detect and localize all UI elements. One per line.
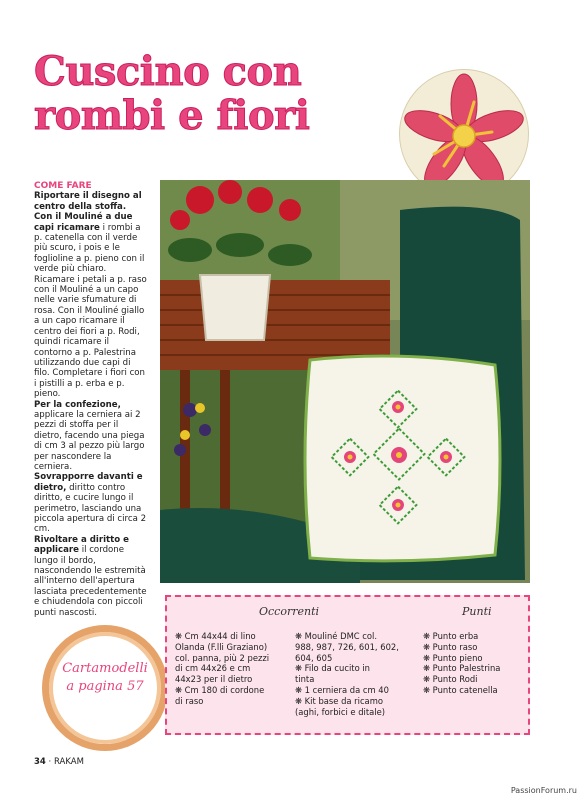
cushion-photo xyxy=(160,180,530,583)
title-line-1: Cuscino con xyxy=(34,48,302,95)
instructions-heading: COME FARE xyxy=(34,181,92,191)
instructions-text xyxy=(34,181,148,618)
materials-column-2: ❋ Mouliné DMC col. 988, 987, 726, 601, 602, 604, 605 ❋ Filo da cucito in tinta ❋ 1 cerniera da cm 40 ❋ Kit base da ricamo (aghi, forbici e ditale) xyxy=(295,631,399,717)
instructions-paragraph: Rivoltare a diritto e applicare il cordone lungo il bordo, nascondendo le estremità all'interno dell'apertura lasciata precedentemente e chiudendola con piccoli punti nascosti. xyxy=(34,534,147,618)
watermark: PassionForum.ru xyxy=(510,786,577,795)
instructions-paragraph: Con il Mouliné a due capi ricamare i rombi a p. catenella con il verde più scuro, i pois e le foglioline a p. pieno con il verde più chiaro. Ricamare i petali a p. raso con il Mouliné a un capo nelle varie sfumature di rosa. Con il Mouliné giallo a un capo ricamare il centro dei fiori a p. Rodi, quindi ricamare il contorno a p. Palestrina utilizzando due capi di filo. Completare i fiori con i pistilli a p. erba e p. pieno. xyxy=(34,212,147,400)
badge-line-1: Cartamodelli xyxy=(62,661,148,676)
page-footer: 34 · RAKAM xyxy=(34,757,84,767)
instructions-paragraph: Per la confezione, applicare la cerniera ai 2 pezzi di stoffa per il dietro, facendo una piega di cm 3 al pezzo più largo per nascondere la cerniera. xyxy=(34,399,145,472)
page-title xyxy=(34,50,364,138)
punti-title: Punti xyxy=(462,605,492,618)
instructions-paragraph: Sovrapporre davanti e dietro, diritto contro diritto, e cucire lungo il perimetro, lasciando una piccola apertura di circa 2 cm. xyxy=(34,472,147,535)
instructions-paragraph: Riportare il disegno al centro della stoffa. xyxy=(34,191,142,212)
magazine-name: RAKAM xyxy=(53,757,84,767)
badge-line-2: a pagina 57 xyxy=(66,679,144,694)
embroidery-detail-image xyxy=(400,70,528,198)
materials-box xyxy=(165,595,530,735)
stitches-column: ❋ Punto erba ❋ Punto raso ❋ Punto pieno ❋ Punto Palestrina ❋ Punto Rodi ❋ Punto catenella xyxy=(423,631,501,695)
materials-column-1: ❋ Cm 44x44 di lino Olanda (F.lli Graziano) col. panna, più 2 pezzi di cm 44x26 e cm 44x23 per il dietro ❋ Cm 180 di cordone di raso xyxy=(175,631,270,706)
pattern-page-badge xyxy=(42,625,168,751)
occorrenti-title: Occorrenti xyxy=(259,605,320,618)
page-number: 34 xyxy=(34,757,46,767)
title-line-2: rombi e fiori xyxy=(34,92,310,139)
